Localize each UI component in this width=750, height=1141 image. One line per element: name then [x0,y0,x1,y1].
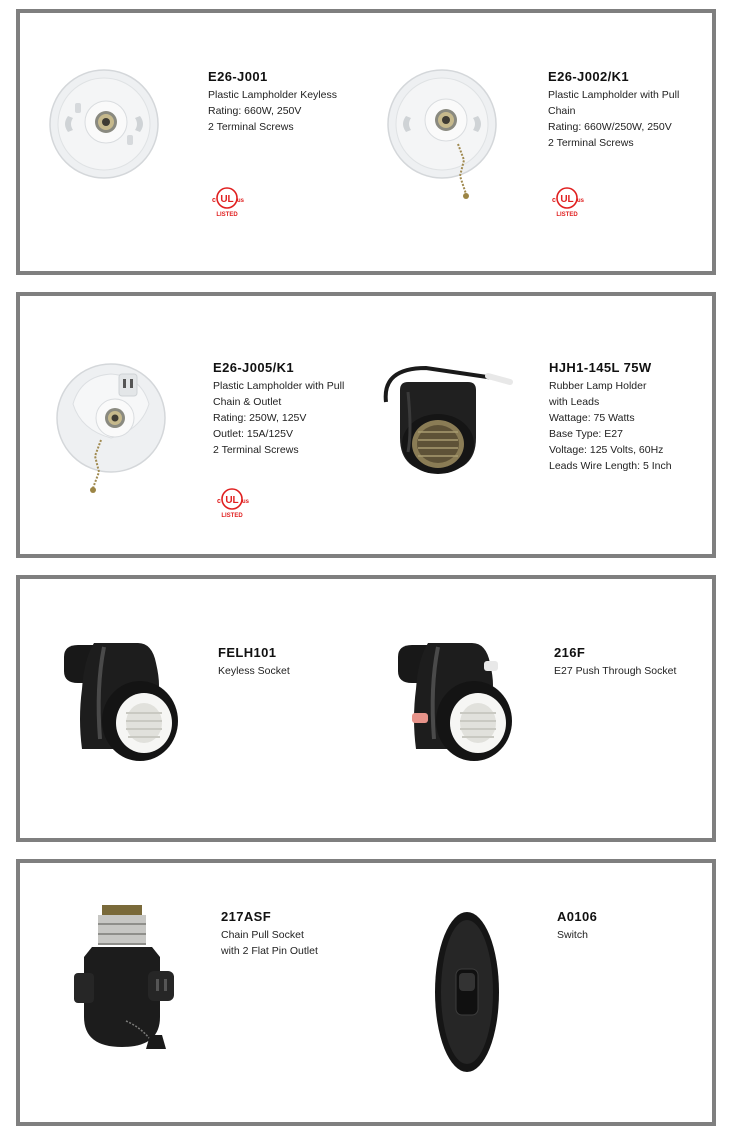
product-spec-line: Keyless Socket [218,665,290,677]
product-spec-line: 2 Terminal Screws [548,137,634,149]
product-spec-line: Plastic Lampholder with Pull [548,89,680,101]
inline-rocker-switch-image [432,907,502,1077]
product-info [548,69,698,151]
ul-listed-logo [213,486,251,520]
keyless-socket-image [54,637,194,777]
product-panel-2 [16,292,716,558]
product-info [554,645,714,679]
product-spec-line: Outlet: 15A/125V [213,428,293,440]
product-info [218,645,368,679]
svg-text:c: c [552,197,556,204]
product-spec-line: Base Type: E27 [549,428,623,440]
product-spec-line: Chain [548,105,576,117]
product-code: E26-J001 [208,69,268,84]
product-code: E26-J005/K1 [213,360,295,375]
svg-text:LISTED: LISTED [556,212,578,218]
push-through-socket-image [388,637,528,777]
product-code: 217ASF [221,909,272,924]
product-info [213,360,363,458]
product-spec-line: Chain & Outlet [213,396,282,408]
chain-pull-socket-adapter-image [70,901,180,1071]
product-card-e26-j001 [20,13,370,271]
product-spec-line: Rating: 660W/250W, 250V [548,121,672,133]
product-spec-line: Rating: 250W, 125V [213,412,307,424]
product-code: A0106 [557,909,598,924]
product-spec-line: Plastic Lampholder with Pull [213,380,345,392]
product-info [557,909,707,943]
product-code: HJH1-145L 75W [549,360,652,375]
svg-text:LISTED: LISTED [216,212,238,218]
product-code: FELH101 [218,645,277,660]
product-spec-line: Wattage: 75 Watts [549,412,635,424]
product-spec-line: 2 Terminal Screws [208,121,294,133]
ul-mark: UL [220,194,234,205]
product-spec-line: Switch [557,929,588,941]
product-info [221,909,371,959]
product-panel-1 [16,9,716,275]
svg-text:us: us [577,198,585,204]
product-card-217asf [20,863,370,1122]
product-spec-line: Rubber Lamp Holder [549,380,647,392]
product-spec-line: Leads Wire Length: 5 Inch [549,460,672,472]
product-info [208,69,358,135]
pull-chain-outlet-lampholder-image [53,360,173,510]
product-panel-4 [16,859,716,1126]
product-spec-line: Voltage: 125 Volts, 60Hz [549,444,664,456]
svg-text:UL: UL [560,194,574,205]
product-card-e26-j002-k1 [370,13,712,271]
product-spec-line: Plastic Lampholder Keyless [208,89,337,101]
svg-text:c: c [212,197,216,204]
product-card-e26-j005-k1 [20,296,370,554]
product-code: E26-J002/K1 [548,69,630,84]
porcelain-keyless-lampholder-image [48,68,160,180]
product-spec-line: Chain Pull Socket [221,929,304,941]
product-code: 216F [554,645,586,660]
ul-listed-logo [208,185,246,219]
product-spec-line: with Leads [549,396,600,408]
product-spec-line: with 2 Flat Pin Outlet [221,945,318,957]
product-info [549,360,709,474]
svg-text:LISTED: LISTED [221,513,243,519]
product-card-hjh1-145l [370,296,712,554]
product-panel-3 [16,575,716,842]
product-card-a0106 [370,863,712,1122]
rubber-lamp-holder-image [378,362,518,482]
svg-text:c: c [217,498,221,505]
product-card-felh101 [20,579,370,838]
product-spec-line: Rating: 660W, 250V [208,105,302,117]
svg-text:UL: UL [225,495,239,506]
product-spec-line: 2 Terminal Screws [213,444,299,456]
ul-listed-logo [548,185,586,219]
svg-text:us: us [237,198,245,204]
svg-text:us: us [242,499,250,505]
pull-chain-lampholder-image [384,68,504,218]
product-card-216f [370,579,712,838]
product-spec-line: E27 Push Through Socket [554,665,677,677]
